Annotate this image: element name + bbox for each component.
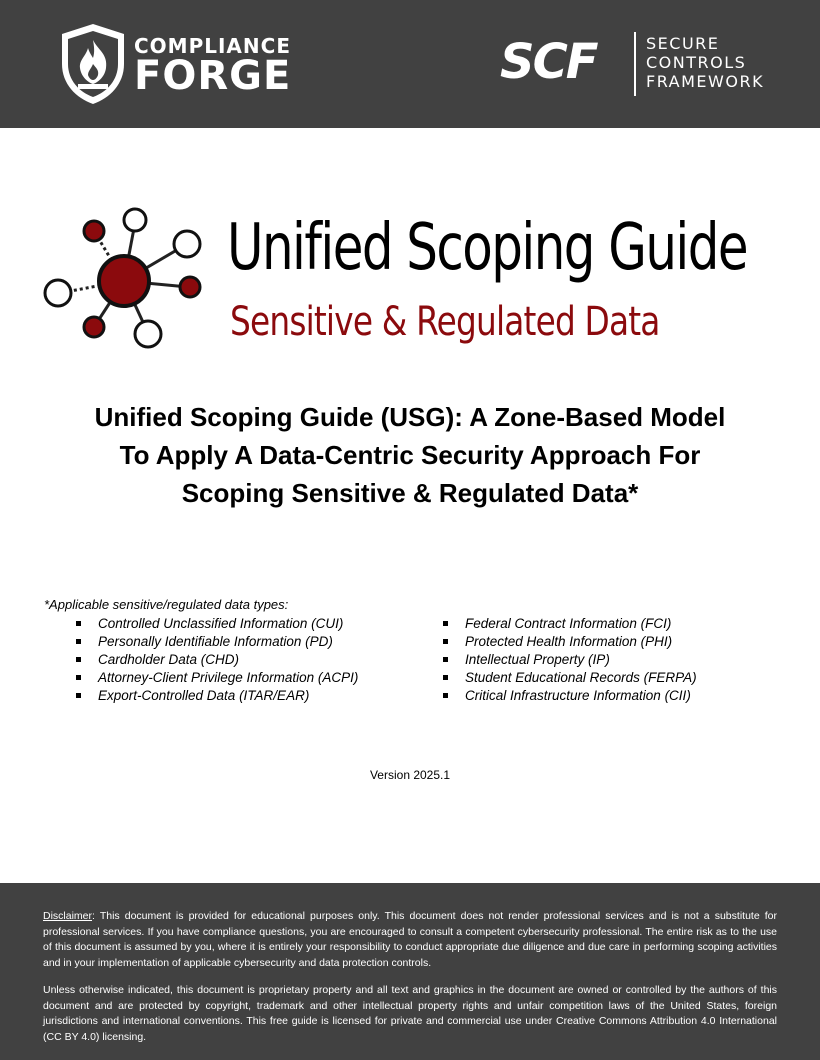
version-label: Version 2025.1 xyxy=(369,768,451,782)
list-item: Federal Contract Information (FCI) xyxy=(465,615,697,633)
list-item: Controlled Unclassified Information (CUI) xyxy=(98,615,358,633)
disclaimer-label: Disclaimer xyxy=(43,910,93,922)
list-item: Personally Identifiable Information (PD) xyxy=(98,633,358,651)
bullet-icon xyxy=(443,675,448,680)
list-item: Protected Health Information (PHI) xyxy=(465,633,697,651)
data-types-list-left xyxy=(98,615,358,705)
scf-line-controls: CONTROLS xyxy=(646,53,747,72)
bullet-icon xyxy=(443,639,448,644)
list-item: Export-Controlled Data (ITAR/EAR) xyxy=(98,687,358,705)
list-item: Cardholder Data (CHD) xyxy=(98,651,358,669)
title-line: Scoping Sensitive & Regulated Data* xyxy=(181,478,639,508)
list-item: Student Educational Records (FERPA) xyxy=(465,669,697,687)
copyright-paragraph: Unless otherwise indicated, this document is proprietary property and all text and graphics in the document are owned or controlled by the authors of this document and are protected by copyright, trademark and other intellectual property rights and unfair competition laws of the United States, foreign jurisdictions and international conventions. This free guide is licensed for private and commercial use under Creative Commons Attribution 4.0 International (CC BY 4.0) licensing. xyxy=(43,984,777,1043)
document-title xyxy=(20,398,800,512)
bullet-icon xyxy=(76,675,81,680)
bullet-icon xyxy=(76,693,81,698)
logo-word-compliance: COMPLIANCE xyxy=(134,34,291,58)
network-node-icon xyxy=(40,205,210,355)
scf-line-secure: SECURE xyxy=(646,34,720,53)
footer-disclaimer xyxy=(0,883,820,1060)
list-item: Intellectual Property (IP) xyxy=(465,651,697,669)
compliance-forge-logo xyxy=(58,22,328,106)
bullet-icon xyxy=(443,693,448,698)
bullet-icon xyxy=(76,639,81,644)
bullet-icon xyxy=(443,621,448,626)
scf-logo xyxy=(500,30,790,100)
header-bar xyxy=(0,0,820,128)
scf-wordmark xyxy=(646,34,764,91)
logo-word-forge: FORGE xyxy=(134,53,292,99)
bullet-icon xyxy=(76,621,81,626)
disclaimer-paragraph xyxy=(43,909,777,971)
title-line: Unified Scoping Guide (USG): A Zone-Based Model xyxy=(94,402,726,432)
data-types-label: *Applicable sensitive/regulated data types: xyxy=(44,597,289,612)
bullet-icon xyxy=(76,657,81,662)
data-types-list-right xyxy=(465,615,697,705)
scf-line-framework: FRAMEWORK xyxy=(646,72,765,91)
scf-divider xyxy=(634,32,636,96)
scf-mark: SCF xyxy=(500,34,597,90)
bullet-icon xyxy=(443,657,448,662)
list-item: Attorney-Client Privilege Information (ACPI) xyxy=(98,669,358,687)
title-line: To Apply A Data-Centric Security Approach For xyxy=(119,440,701,470)
shield-flame-icon xyxy=(58,22,128,106)
hero-title: Unified Scoping Guide xyxy=(227,211,748,285)
hero-subtitle: Sensitive & Regulated Data xyxy=(230,299,660,345)
disclaimer-text: : This document is provided for educational purposes only. This document does not render professional services and is not a substitute for professional services. If you have compliance questions, you are encouraged to consult a competent cybersecurity professional. The entire risk as to the use of this document is assumed by you, where it is entirely your responsibility to conduct appropriate due diligence and due care in performing scoping activities and in your implementation of applicable cybersecurity and data protection controls. xyxy=(43,910,777,969)
list-item: Critical Infrastructure Information (CII) xyxy=(465,687,697,705)
